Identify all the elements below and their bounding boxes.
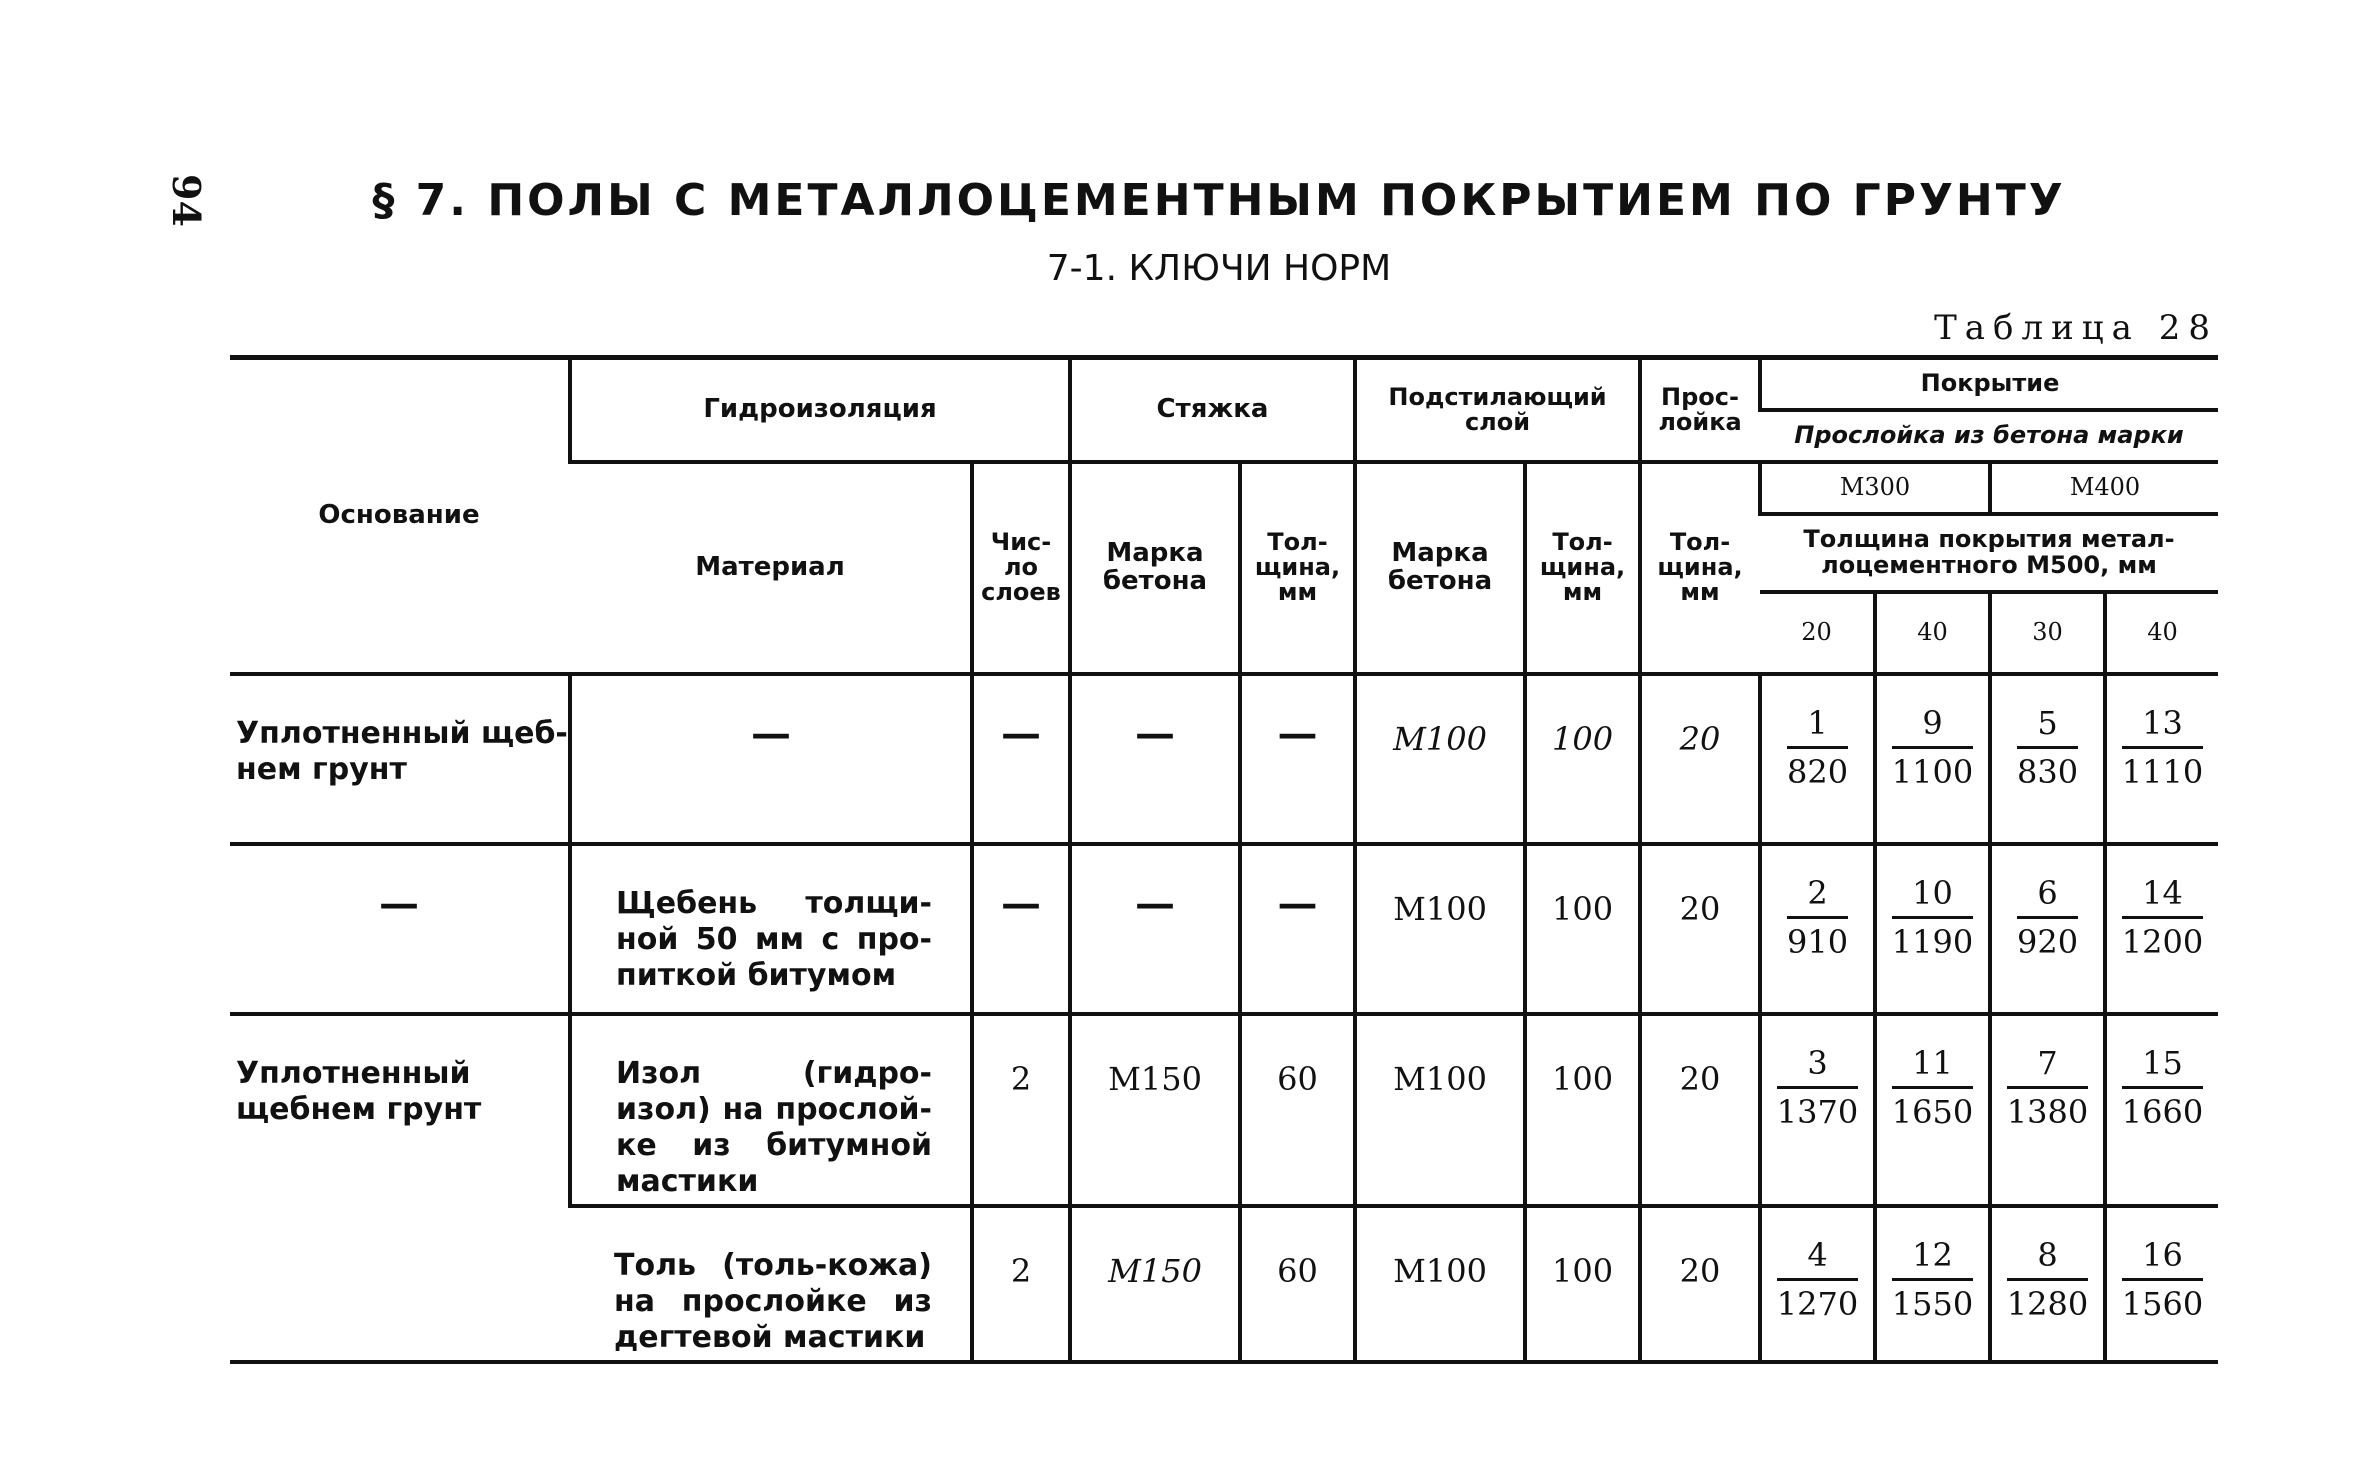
under-grade-cell: М100 bbox=[1355, 844, 1525, 1014]
layers-cell: — bbox=[972, 674, 1070, 844]
norm-code-price: 1190 bbox=[1891, 922, 1974, 961]
norm-code-number: 6 bbox=[2017, 874, 2078, 919]
norm-code-price: 1560 bbox=[2121, 1284, 2204, 1323]
norm-code-cell bbox=[1760, 674, 1875, 844]
norm-code-price: 830 bbox=[2016, 752, 2079, 791]
norm-code bbox=[1892, 704, 1973, 791]
norm-code-cell bbox=[1760, 844, 1875, 1014]
norm-code bbox=[1787, 874, 1848, 961]
screed-grade-cell: — bbox=[1070, 674, 1240, 844]
section-title: § 7. ПОЛЫ С МЕТАЛЛОЦЕМЕНТНЫМ ПОКРЫТИЕМ ПО ГРУНТУ bbox=[372, 175, 2066, 226]
norm-code-cell bbox=[1990, 1206, 2105, 1362]
screed-thickness-cell: 60 bbox=[1240, 1206, 1355, 1362]
norm-code-number: 7 bbox=[2007, 1044, 2088, 1089]
norm-code-number: 15 bbox=[2122, 1044, 2203, 1089]
norm-code-price: 1380 bbox=[2006, 1092, 2089, 1131]
norm-code-price: 1110 bbox=[2121, 752, 2204, 791]
under-grade-cell: М100 bbox=[1355, 1206, 1525, 1362]
norm-code bbox=[1777, 1236, 1858, 1323]
norm-code-cell bbox=[2105, 1206, 2218, 1362]
norm-code-cell bbox=[2105, 674, 2218, 844]
norms-table bbox=[230, 355, 2218, 1364]
norm-code bbox=[2017, 874, 2078, 961]
under-grade-cell: М100 bbox=[1355, 674, 1525, 844]
header-thickness-1: 20 bbox=[1760, 592, 1875, 674]
material-cell: — bbox=[570, 674, 972, 844]
norm-code-cell bbox=[2105, 1014, 2218, 1206]
norm-code-cell bbox=[1875, 844, 1990, 1014]
layers-cell: 2 bbox=[972, 1014, 1070, 1206]
header-layers: Чис-ло слоев bbox=[972, 462, 1070, 674]
page-number: 94 bbox=[163, 174, 209, 227]
header-screed-thickness: Тол-щина, мм bbox=[1240, 462, 1355, 674]
header-base: Основание bbox=[230, 358, 570, 674]
layers-cell: 2 bbox=[972, 1206, 1070, 1362]
norm-code-price: 1200 bbox=[2121, 922, 2204, 961]
norm-code-number: 8 bbox=[2007, 1236, 2088, 1281]
screed-grade-cell: М150 bbox=[1070, 1206, 1240, 1362]
material-cell: Изол (гидро-изол) на прослой-ке из битумной мастики bbox=[570, 1014, 972, 1206]
norm-code-cell bbox=[1760, 1206, 1875, 1362]
norm-code-price: 1660 bbox=[2121, 1092, 2204, 1131]
norm-code bbox=[2007, 1236, 2088, 1323]
norm-code-price: 1550 bbox=[1891, 1284, 1974, 1323]
under-thickness-cell: 100 bbox=[1525, 844, 1640, 1014]
norm-code bbox=[2122, 1236, 2203, 1323]
norm-code bbox=[2007, 1044, 2088, 1131]
norm-code-number: 1 bbox=[1787, 704, 1848, 749]
norm-code-price: 1370 bbox=[1776, 1092, 1859, 1131]
header-thickness-3: 30 bbox=[1990, 592, 2105, 674]
base-cell: — bbox=[230, 844, 570, 1014]
screed-thickness-cell: 60 bbox=[1240, 1014, 1355, 1206]
layers-cell: — bbox=[972, 844, 1070, 1014]
norm-code bbox=[1892, 1044, 1973, 1131]
norm-code-cell bbox=[2105, 844, 2218, 1014]
norm-code-price: 910 bbox=[1786, 922, 1849, 961]
under-thickness-cell: 100 bbox=[1525, 674, 1640, 844]
header-m300: М300 bbox=[1760, 462, 1990, 514]
header-thickness-4: 40 bbox=[2105, 592, 2218, 674]
norm-code-cell bbox=[1760, 1014, 1875, 1206]
subtitle: 7-1. КЛЮЧИ НОРМ bbox=[1046, 248, 1392, 289]
material-cell: Щебень толщи-ной 50 мм с про-питкой битумом bbox=[570, 844, 972, 1014]
norm-code-cell bbox=[1990, 844, 2105, 1014]
norm-code-cell bbox=[1875, 1206, 1990, 1362]
interlayer-cell: 20 bbox=[1640, 844, 1760, 1014]
header-underlayer: Подстилающий слой bbox=[1355, 358, 1640, 462]
norm-code-number: 16 bbox=[2122, 1236, 2203, 1281]
table-label: Таблица 28 bbox=[1934, 308, 2218, 348]
header-under-thickness: Тол-щина, мм bbox=[1525, 462, 1640, 674]
norm-code-number: 4 bbox=[1777, 1236, 1858, 1281]
norm-code-number: 5 bbox=[2017, 704, 2078, 749]
norm-code-number: 13 bbox=[2122, 704, 2203, 749]
header-m400: М400 bbox=[1990, 462, 2218, 514]
norm-code bbox=[1892, 1236, 1973, 1323]
header-coating-thickness: Толщина покрытия метал-лоцементного М500, мм bbox=[1760, 514, 2218, 592]
interlayer-cell: 20 bbox=[1640, 1206, 1760, 1362]
norm-code-cell bbox=[1990, 674, 2105, 844]
header-interlayer-thickness: Тол-щина, мм bbox=[1640, 462, 1760, 674]
norm-code bbox=[1892, 874, 1973, 961]
norm-code-number: 12 bbox=[1892, 1236, 1973, 1281]
norm-code-price: 1270 bbox=[1776, 1284, 1859, 1323]
table-row bbox=[230, 844, 2218, 1014]
material-cell: Толь (толь-кожа) на прослойке из дегтевой мастики bbox=[570, 1206, 972, 1362]
norm-code-number: 9 bbox=[1892, 704, 1973, 749]
table-row bbox=[230, 674, 2218, 844]
norm-code-number: 11 bbox=[1892, 1044, 1973, 1089]
header-waterproofing: Гидроизоляция bbox=[570, 358, 1070, 462]
under-grade-cell: М100 bbox=[1355, 1014, 1525, 1206]
norm-code-number: 14 bbox=[2122, 874, 2203, 919]
interlayer-cell: 20 bbox=[1640, 1014, 1760, 1206]
screed-thickness-cell: — bbox=[1240, 674, 1355, 844]
screed-grade-cell: М150 bbox=[1070, 1014, 1240, 1206]
norm-code bbox=[1777, 1044, 1858, 1131]
norm-code-cell bbox=[1875, 1014, 1990, 1206]
norm-code-price: 820 bbox=[1786, 752, 1849, 791]
header-thickness-2: 40 bbox=[1875, 592, 1990, 674]
norm-code-price: 1650 bbox=[1891, 1092, 1974, 1131]
norm-code-number: 3 bbox=[1777, 1044, 1858, 1089]
screed-grade-cell: — bbox=[1070, 844, 1240, 1014]
base-cell: Уплотненный щеб-нем грунт bbox=[230, 674, 570, 844]
header-interlayer-concrete: Прослойка из бетона марки bbox=[1760, 410, 2218, 462]
interlayer-cell: 20 bbox=[1640, 674, 1760, 844]
norm-code bbox=[2017, 704, 2078, 791]
norm-code-price: 1100 bbox=[1891, 752, 1974, 791]
norm-code bbox=[2122, 1044, 2203, 1131]
under-thickness-cell: 100 bbox=[1525, 1206, 1640, 1362]
norm-code-cell bbox=[1990, 1014, 2105, 1206]
under-thickness-cell: 100 bbox=[1525, 1014, 1640, 1206]
header-coating: Покрытие bbox=[1760, 358, 2218, 410]
norm-code-number: 2 bbox=[1787, 874, 1848, 919]
norm-code-cell bbox=[1875, 674, 1990, 844]
header-material: Материал bbox=[570, 462, 972, 674]
norm-code-price: 1280 bbox=[2006, 1284, 2089, 1323]
header-screed: Стяжка bbox=[1070, 358, 1355, 462]
norm-code bbox=[2122, 874, 2203, 961]
norm-code bbox=[2122, 704, 2203, 791]
header-screed-grade: Марка бетона bbox=[1070, 462, 1240, 674]
screed-thickness-cell: — bbox=[1240, 844, 1355, 1014]
norm-code-number: 10 bbox=[1892, 874, 1973, 919]
norm-code bbox=[1787, 704, 1848, 791]
base-cell: Уплотненный щебнем грунт bbox=[230, 1014, 570, 1362]
header-under-grade: Марка бетона bbox=[1355, 462, 1525, 674]
header-interlayer: Прос-лойка bbox=[1640, 358, 1760, 462]
table-row bbox=[230, 1014, 2218, 1206]
norm-code-price: 920 bbox=[2016, 922, 2079, 961]
